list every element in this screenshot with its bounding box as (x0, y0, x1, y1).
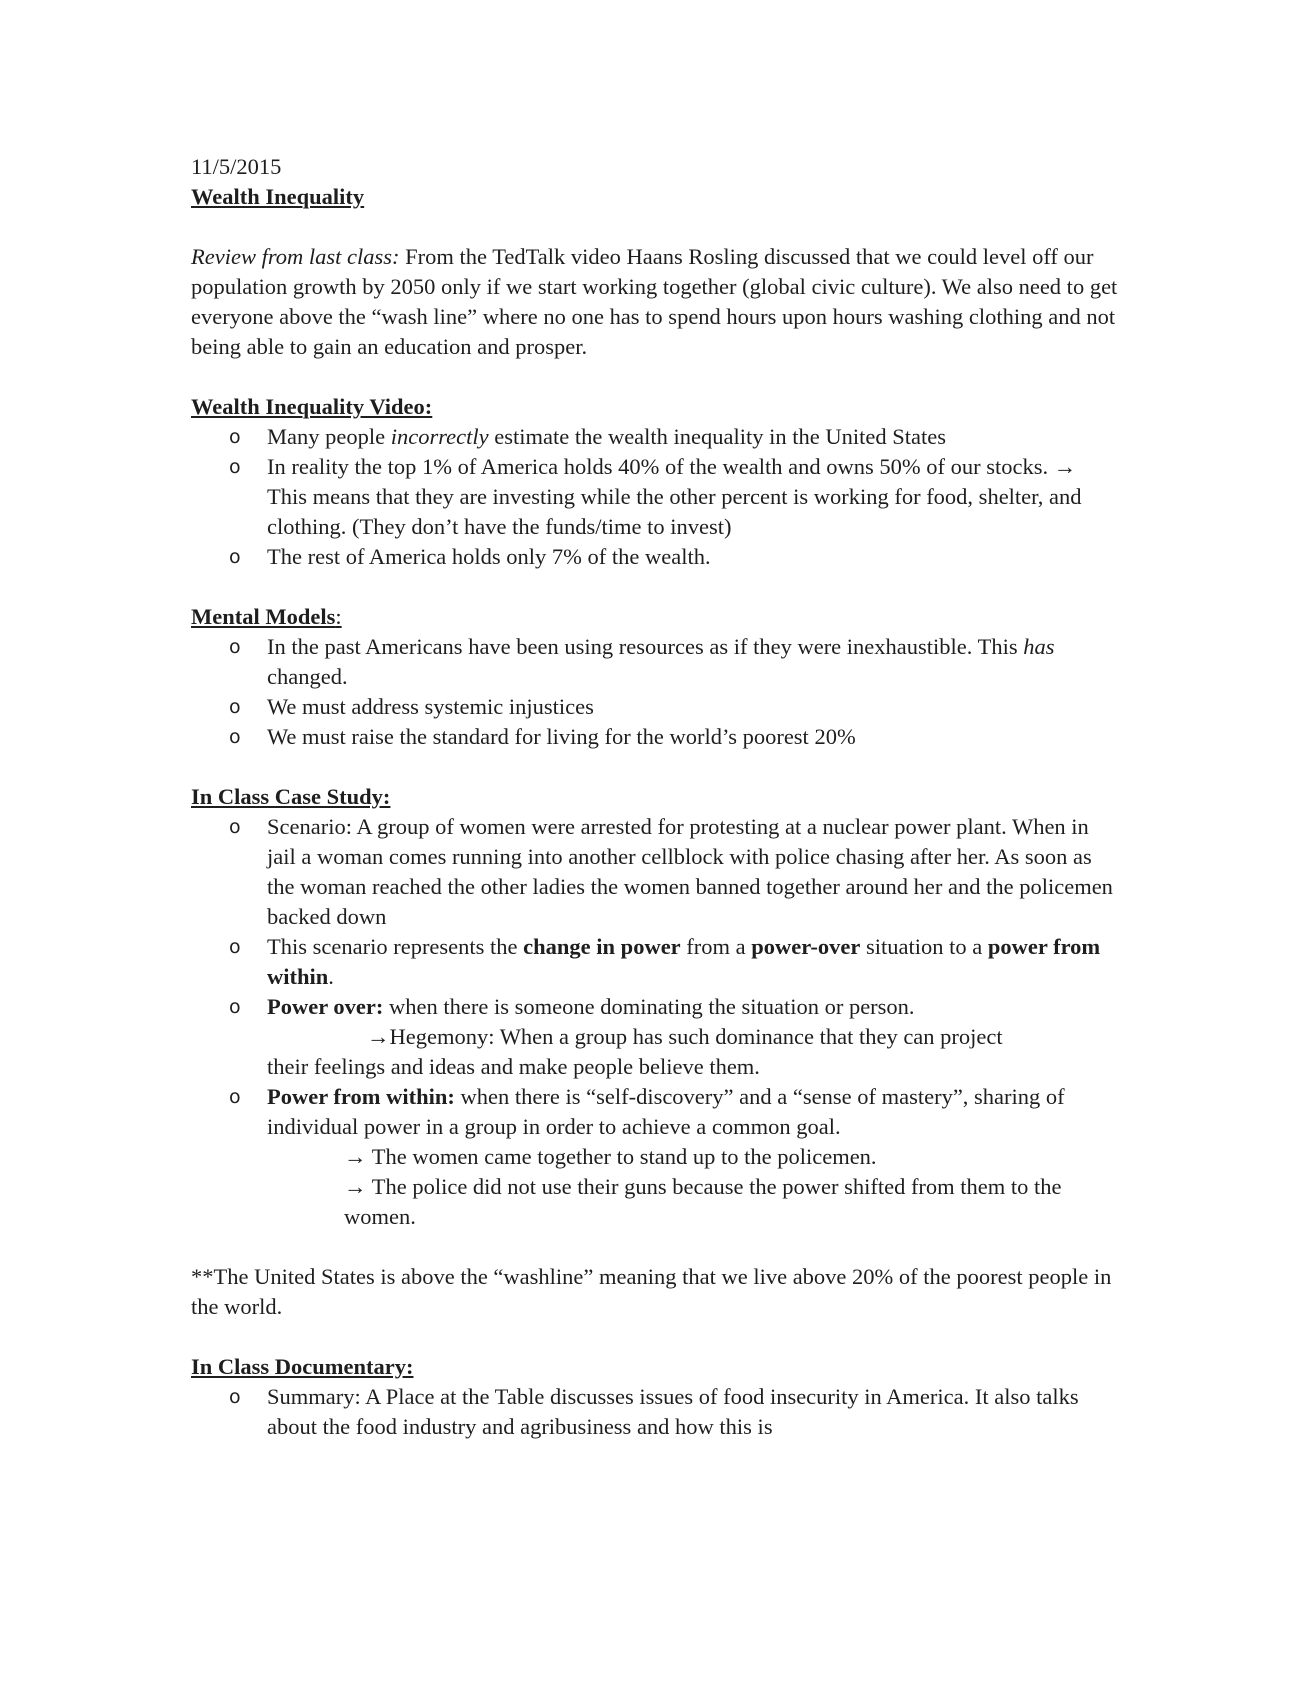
list-item (191, 692, 1121, 722)
section-heading-documentary: In Class Documentary: (191, 1354, 414, 1379)
documentary-list (191, 1382, 1121, 1442)
sub-point: →Hegemony: When a group has such dominance that they can project (367, 1024, 1003, 1049)
list-item (191, 632, 1121, 692)
list-item (191, 722, 1121, 752)
list-item-text: Many people (267, 424, 391, 449)
list-item-text: Scenario: A group of women were arrested for protesting at a nuclear power plant. When in jail a woman comes running into another cellblock with police chasing after her. As soon as the woman reached the other ladies the women banned together around her and the policemen backed down (267, 814, 1113, 929)
list-item-text: estimate the wealth inequality in the United States (488, 424, 946, 449)
list-item-text: changed. (267, 664, 348, 689)
bullet-icon: o (229, 726, 241, 748)
section-heading-video: Wealth Inequality Video: (191, 394, 433, 419)
list-item-text: situation to a (860, 934, 988, 959)
bullet-icon: o (229, 1086, 241, 1108)
list-item-text: when there is “self-discovery” and a “sense of mastery”, sharing of individual power in a group in order to achieve a common goal. (267, 1084, 1065, 1139)
bullet-icon: o (229, 816, 241, 838)
sub-point-continuation: their feelings and ideas and make people believe them. (267, 1054, 760, 1079)
list-item (191, 812, 1121, 932)
list-item-text: when there is someone dominating the situation or person. (383, 994, 915, 1019)
heading-colon: : (335, 604, 342, 629)
review-paragraph (191, 242, 1121, 362)
bullet-icon: o (229, 996, 241, 1018)
review-label: Review from last class: (191, 244, 400, 269)
bullet-icon: o (229, 936, 241, 958)
bullet-icon: o (229, 636, 241, 658)
list-item (191, 452, 1121, 542)
list-item-emphasis: has (1023, 634, 1055, 659)
list-item (191, 1082, 1121, 1232)
date: 11/5/2015 (191, 154, 282, 179)
list-item-text: . (328, 964, 334, 989)
case-study-list (191, 812, 1121, 1232)
sub-point: → The police did not use their guns because the power shifted from them to the women. (344, 1174, 1062, 1229)
list-item (191, 542, 1121, 572)
list-item-bold: change in power (523, 934, 681, 959)
list-item-text: We must raise the standard for living for the world’s poorest 20% (267, 724, 856, 749)
list-item-text: Summary: A Place at the Table discusses issues of food insecurity in America. It also talks about the food industry and agribusiness and how this is (267, 1384, 1079, 1439)
list-item-bold: power from within (267, 934, 1101, 989)
section-heading-case-study: In Class Case Study: (191, 784, 391, 809)
document-page (191, 152, 1121, 1442)
list-item-text: from a (680, 934, 752, 959)
list-item-text: The rest of America holds only 7% of the wealth. (267, 544, 711, 569)
list-item-text: In reality the top 1% of America holds 40% of the wealth and owns 50% of our stocks. → This means that they are investing while the other percent is working for food, shelter, and clothing. (They don’t have the funds/time to invest) (267, 454, 1082, 539)
section-heading-mental-models (191, 602, 1121, 632)
list-item-bold: Power over: (267, 994, 384, 1019)
list-item (191, 932, 1121, 992)
section-heading-text: Mental Models (191, 604, 336, 629)
bullet-icon: o (229, 696, 241, 718)
sub-point: → The women came together to stand up to the policemen. (344, 1144, 877, 1169)
list-item-bold: power-over (751, 934, 861, 959)
bullet-icon: o (229, 426, 241, 448)
note-paragraph: **The United States is above the “washline” meaning that we live above 20% of the poorest people in the world. (191, 1264, 1112, 1319)
list-item (191, 1382, 1121, 1442)
list-item-text: In the past Americans have been using resources as if they were inexhaustible. This (267, 634, 1024, 659)
list-item-bold: Power from within: (267, 1084, 455, 1109)
list-item-text: This scenario represents the (267, 934, 524, 959)
mental-models-list (191, 632, 1121, 752)
bullet-icon: o (229, 456, 241, 478)
list-item-text: We must address systemic injustices (267, 694, 594, 719)
bullet-icon: o (229, 546, 241, 568)
review-text: From the TedTalk video Haans Rosling discussed that we could level off our population growth by 2050 only if we start working together (global civic culture). We also need to get everyone above the “wash line” where no one has to spend hours upon hours washing clothing and not being able to gain an education and prosper. (191, 244, 1118, 359)
list-item (191, 422, 1121, 452)
video-list (191, 422, 1121, 572)
bullet-icon: o (229, 1386, 241, 1408)
page-title: Wealth Inequality (191, 184, 365, 209)
list-item-emphasis: incorrectly (390, 424, 489, 449)
list-item (191, 992, 1121, 1082)
